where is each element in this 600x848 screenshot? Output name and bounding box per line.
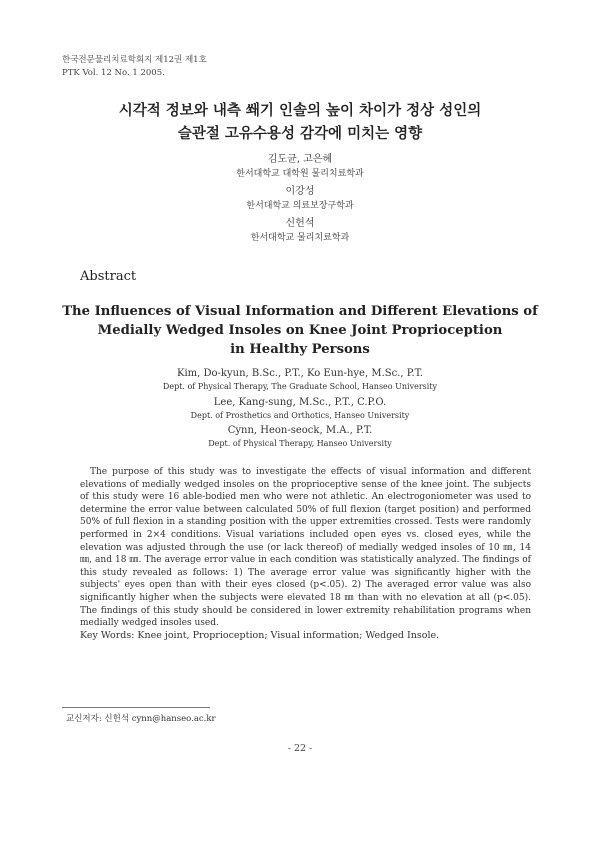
- korean-author-group-2: [0, 185, 600, 213]
- abstract-heading: Abstract: [80, 269, 137, 284]
- journal-header: [62, 54, 207, 80]
- keywords: Key Words: Knee joint, Proprioception; Visual information; Wedged Insole.: [80, 630, 440, 641]
- english-author-group-3: [0, 424, 600, 449]
- english-author-names: Lee, Kang-sung, M.Sc., P.T., C.P.O.: [213, 397, 387, 408]
- journal-title-korean: 한국전문물리치료학회지 제12권 제1호: [62, 55, 207, 65]
- korean-author-affiliation: 한서대학교 의료보장구학과: [246, 201, 354, 211]
- english-author-affiliation: Dept. of Physical Therapy, Hanseo University: [208, 439, 392, 448]
- english-title-line-2: Medially Wedged Insoles on Knee Joint Proprioception: [97, 323, 503, 338]
- english-author-group-2: [0, 396, 600, 421]
- korean-author-affiliation: 한서대학교 물리치료학과: [250, 233, 350, 243]
- english-title: [0, 302, 600, 359]
- abstract-body: [80, 466, 531, 630]
- korean-author-group-3: [0, 217, 600, 245]
- korean-title-line-2: 슬관절 고유수용성 감각에 미치는 영향: [177, 126, 423, 142]
- page-number: - 22 -: [287, 743, 313, 754]
- english-author-names: Cynn, Heon-seock, M.A., P.T.: [227, 425, 373, 436]
- english-author-names: Kim, Do-kyun, B.Sc., P.T., Ko Eun-hye, M.Sc., P.T.: [177, 368, 423, 379]
- abstract-paragraph: The purpose of this study was to investigate the effects of visual information and different elevations of medially wedged insoles on the proprioceptive sense of the knee joint. The subjects of this study were 16 able-bodied men who were not athletic. An electrogoniometer was used to determine the error value between calculated 50% of full flexion (target position) and performed 50% of full flexion in a standing position with the upper extremities crossed. Tests were randomly performed in 2×4 conditions. Visual variations included open eyes vs. closed eyes, while the elevation was adjusted through the use (or lack thereof) of medially wedged insoles of 10 ㎜, 14 ㎜, and 18 ㎜. The average error value in each condition was statistically analyzed. The findings of this study revealed as follows: 1) The average error value was significantly higher with the subjects' eyes open than with their eyes closed (p<.05). 2) The averaged error value was also significantly higher when the subjects were elevated 18 ㎜ than with no elevation at all (p<.05). The findings of this study should be considered in lower extremity rehabilitation programs when medially wedged insoles used.: [80, 467, 531, 629]
- english-author-affiliation: Dept. of Physical Therapy, The Graduate School, Hanseo University: [162, 382, 438, 391]
- korean-title-line-1: 시각적 정보와 내측 쐐기 인솔의 높이 차이가 정상 성인의: [118, 103, 482, 119]
- korean-title: [0, 100, 600, 146]
- corresponding-author-footnote: 교신저자: 신헌석 cynn@hanseo.ac.kr: [66, 714, 216, 724]
- footnote-divider: [62, 707, 210, 708]
- korean-author-group-1: [0, 153, 600, 181]
- korean-author-names: 김도균, 고은혜: [267, 154, 333, 165]
- korean-author-names: 신헌석: [285, 218, 315, 229]
- english-title-line-1: The Influences of Visual Information and Different Elevations of: [62, 304, 538, 319]
- english-author-group-1: [0, 367, 600, 392]
- english-author-affiliation: Dept. of Prosthetics and Orthotics, Hanseo University: [190, 411, 410, 420]
- journal-volume-info: PTK Vol. 12 No. 1 2005.: [62, 68, 165, 78]
- korean-author-affiliation: 한서대학교 대학원 물리치료학과: [236, 169, 364, 179]
- english-title-line-3: in Healthy Persons: [230, 342, 370, 357]
- korean-author-names: 이강성: [285, 186, 315, 197]
